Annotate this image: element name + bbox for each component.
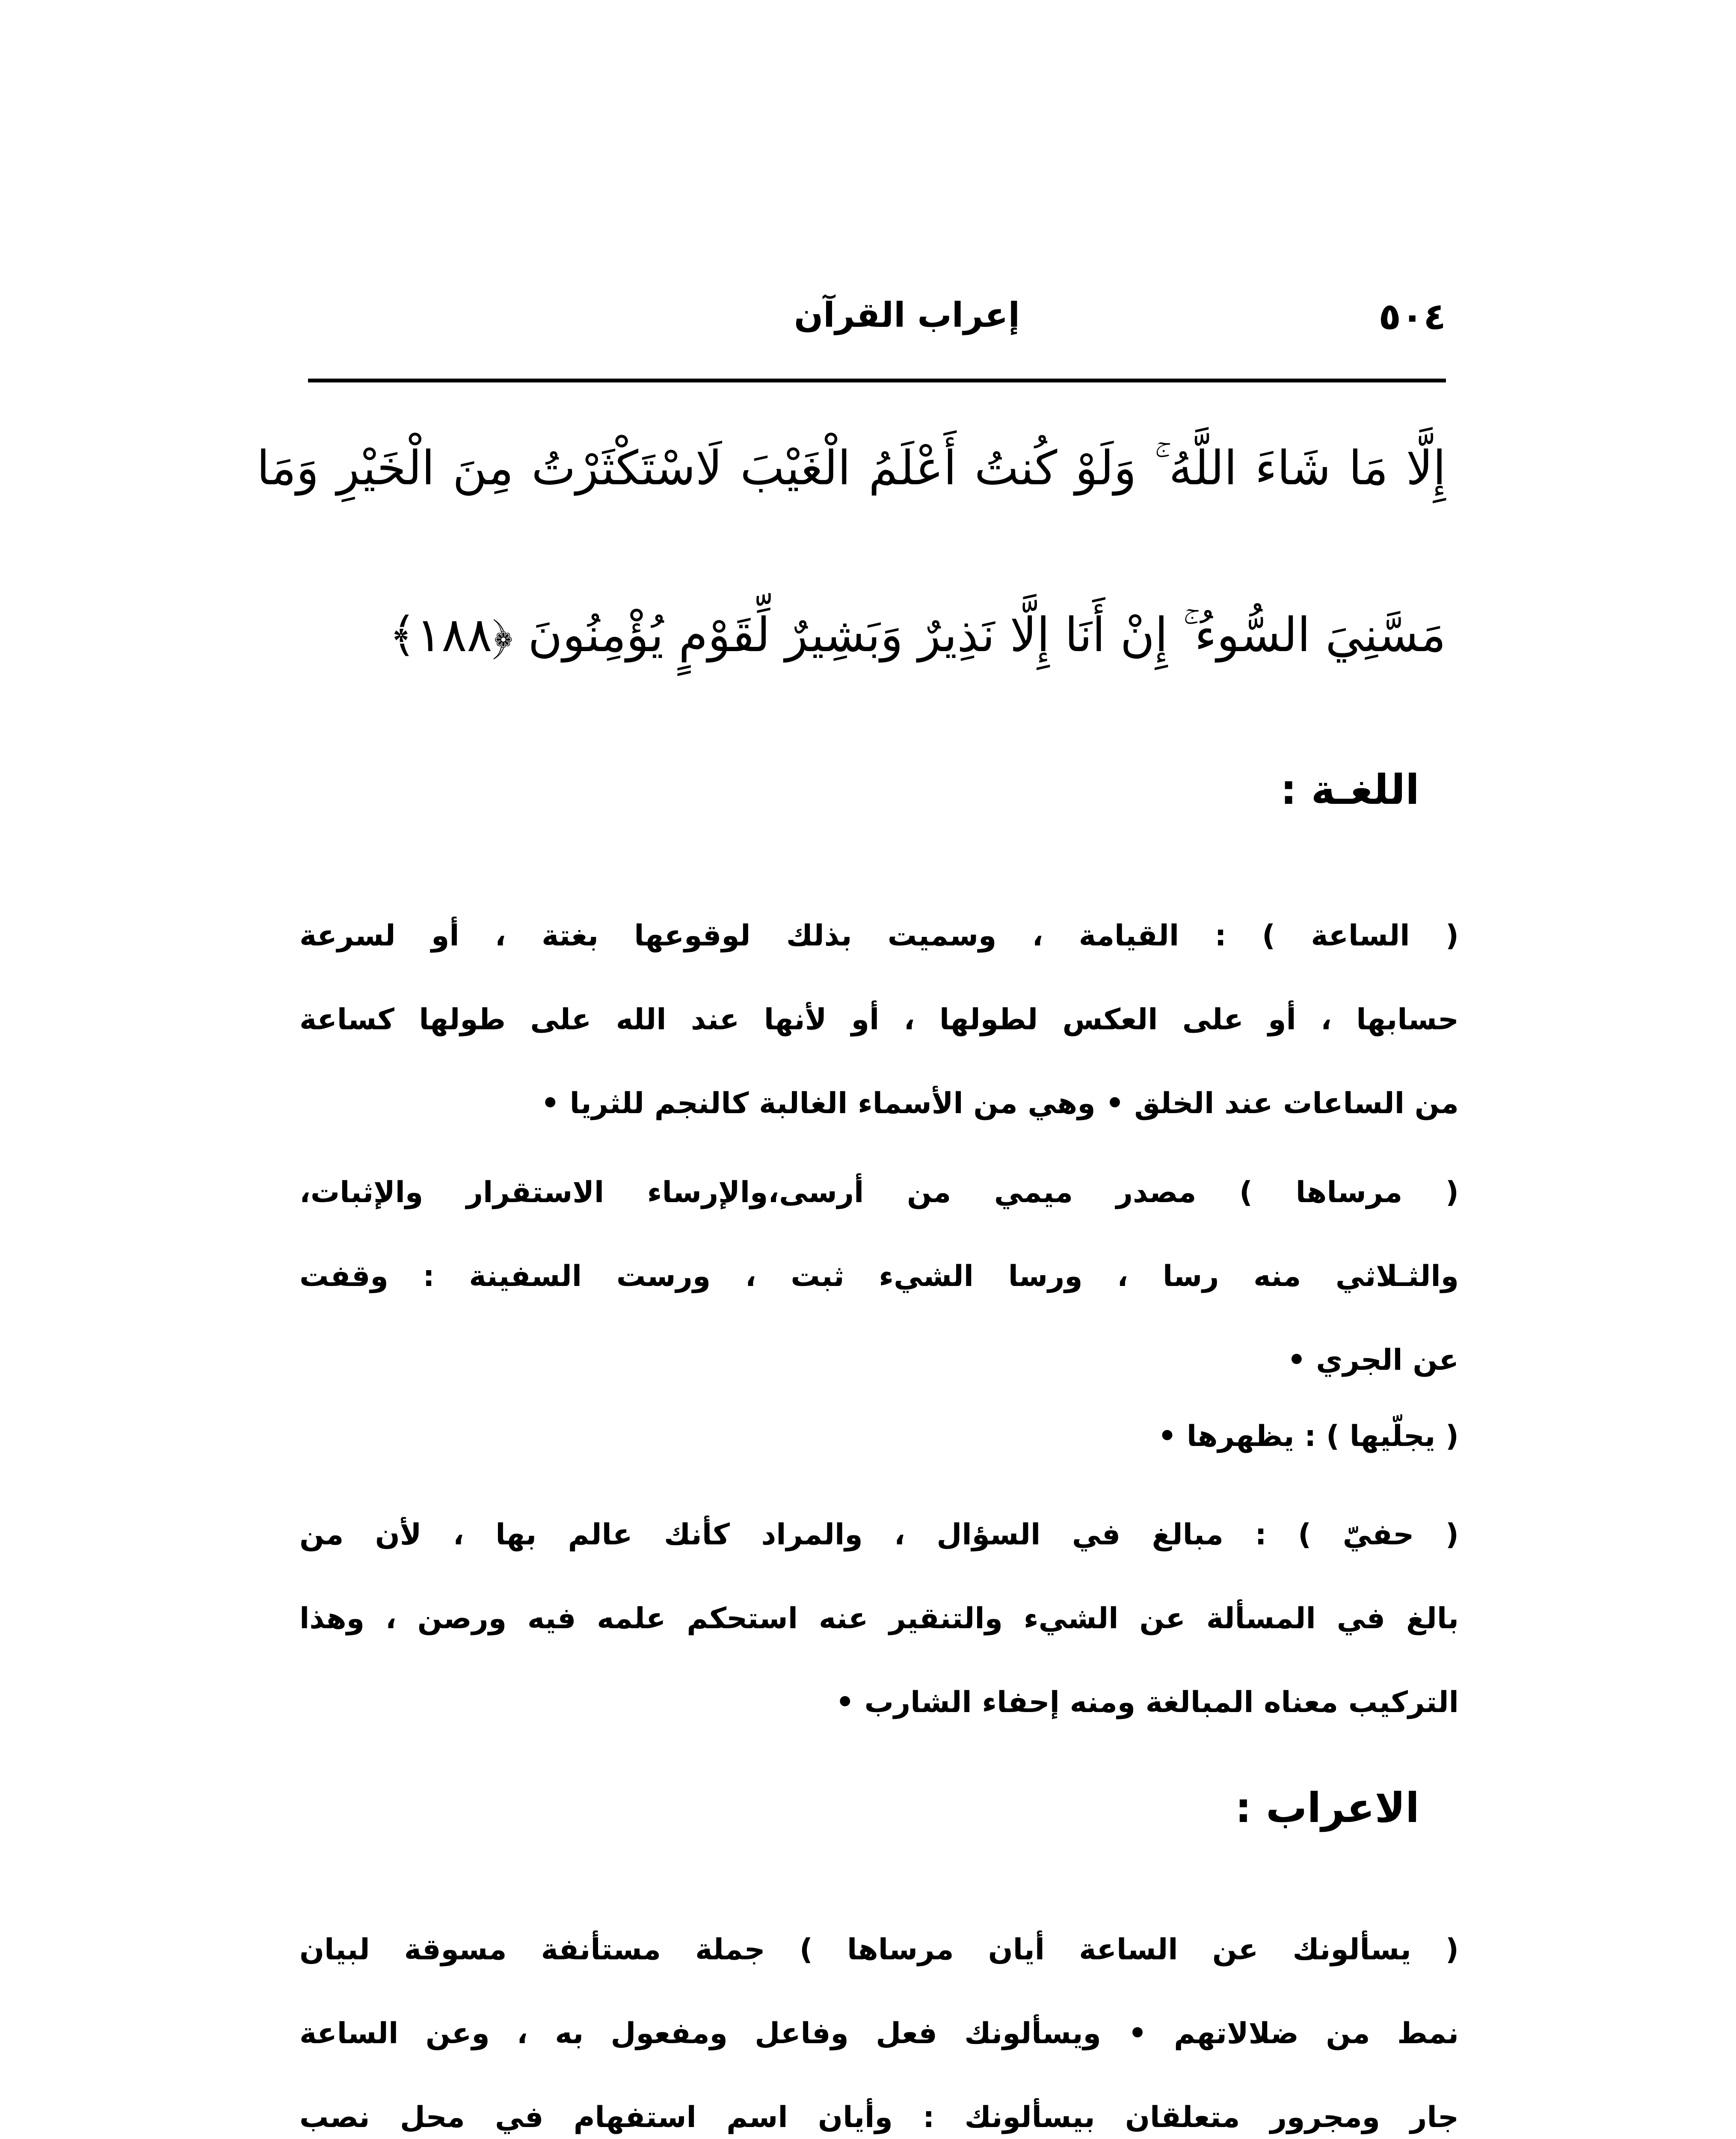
paragraph-al-saa [299,894,1459,1146]
paragraph-mursaha [299,1151,1459,1402]
paragraph-line: ( الساعة ) : القيامة ، وسميت بذلك لوقوعها بغتة ، أو لسرعة [299,919,1459,953]
paragraph-line: بالغ في المسألة عن الشيء والتنقير عنه استحكم علمه فيه ورصن ، وهذا [299,1602,1459,1635]
section-heading-irab: الاعراب : [1235,1784,1419,1832]
paragraph-line: ( يجلّيها ) : يظهرها • [1158,1419,1459,1453]
page-header [308,295,1446,359]
paragraph-line: ( مرساها ) مصدر ميمي من أرسى،والإرساء الاستقرار والإثبات، [299,1176,1459,1209]
paragraph-line: والثـلاثي منه رسا ، ورسا الشيء ثبت ، ورست السفينة : وقفت [299,1259,1459,1293]
paragraph-line: من الساعات عند الخلق • وهي من الأسماء الغالبة كالنجم للثريا • [541,1087,1459,1120]
paragraph-yujalliha [299,1395,1459,1478]
paragraph-line: التركيب معناه المبالغة ومنه إحفاء الشارب • [835,1686,1459,1719]
running-title: إعراب القرآن [794,295,1020,335]
paragraph-line: ( حفيّ ) : مبالغ في السؤال ، والمراد كأنك عالم بها ، لأن من [299,1518,1459,1552]
paragraph-line: نمط من ضلالاتهم • ويسألونك فعل وفاعل ومفعول به ، وعن الساعة [299,2017,1459,2050]
paragraph-line: ( يسألونك عن الساعة أيان مرساها ) جملة مستأنفة مسوقة لبيان [299,1933,1459,1967]
paragraph-line: حسابها ، أو على العكس لطولها ، أو لأنها عند الله على طولها كساعة [299,1003,1459,1037]
page-number: ٥٠٤ [1378,295,1446,338]
paragraph-line: جار ومجرور متعلقان بيسألونك : وأيان اسم استفهام في محل نصب [299,2100,1459,2134]
quran-verse-line-2: مَسَّنِيَ السُّوءُ ۚ إِنْ أَنَا إِلَّا نَذِيرٌ وَبَشِيرٌ لِّقَوْمٍ يُؤْمِنُونَ ﴿١٨٨﴾ [388,607,1446,662]
section-heading-lugha: اللغـة : [1280,766,1419,814]
paragraph-hafiyy [299,1493,1459,1745]
quran-verse-line-1: إِلَّا مَا شَاءَ اللَّهُ ۚ وَلَوْ كُنتُ أَعْلَمُ الْغَيْبَ لَاسْتَكْثَرْتُ مِنَ الْخَيْرِ وَمَا [257,441,1446,495]
header-divider [308,379,1446,382]
paragraph-line: عن الجري • [1287,1343,1459,1377]
paragraph-irab [299,1908,1459,2139]
